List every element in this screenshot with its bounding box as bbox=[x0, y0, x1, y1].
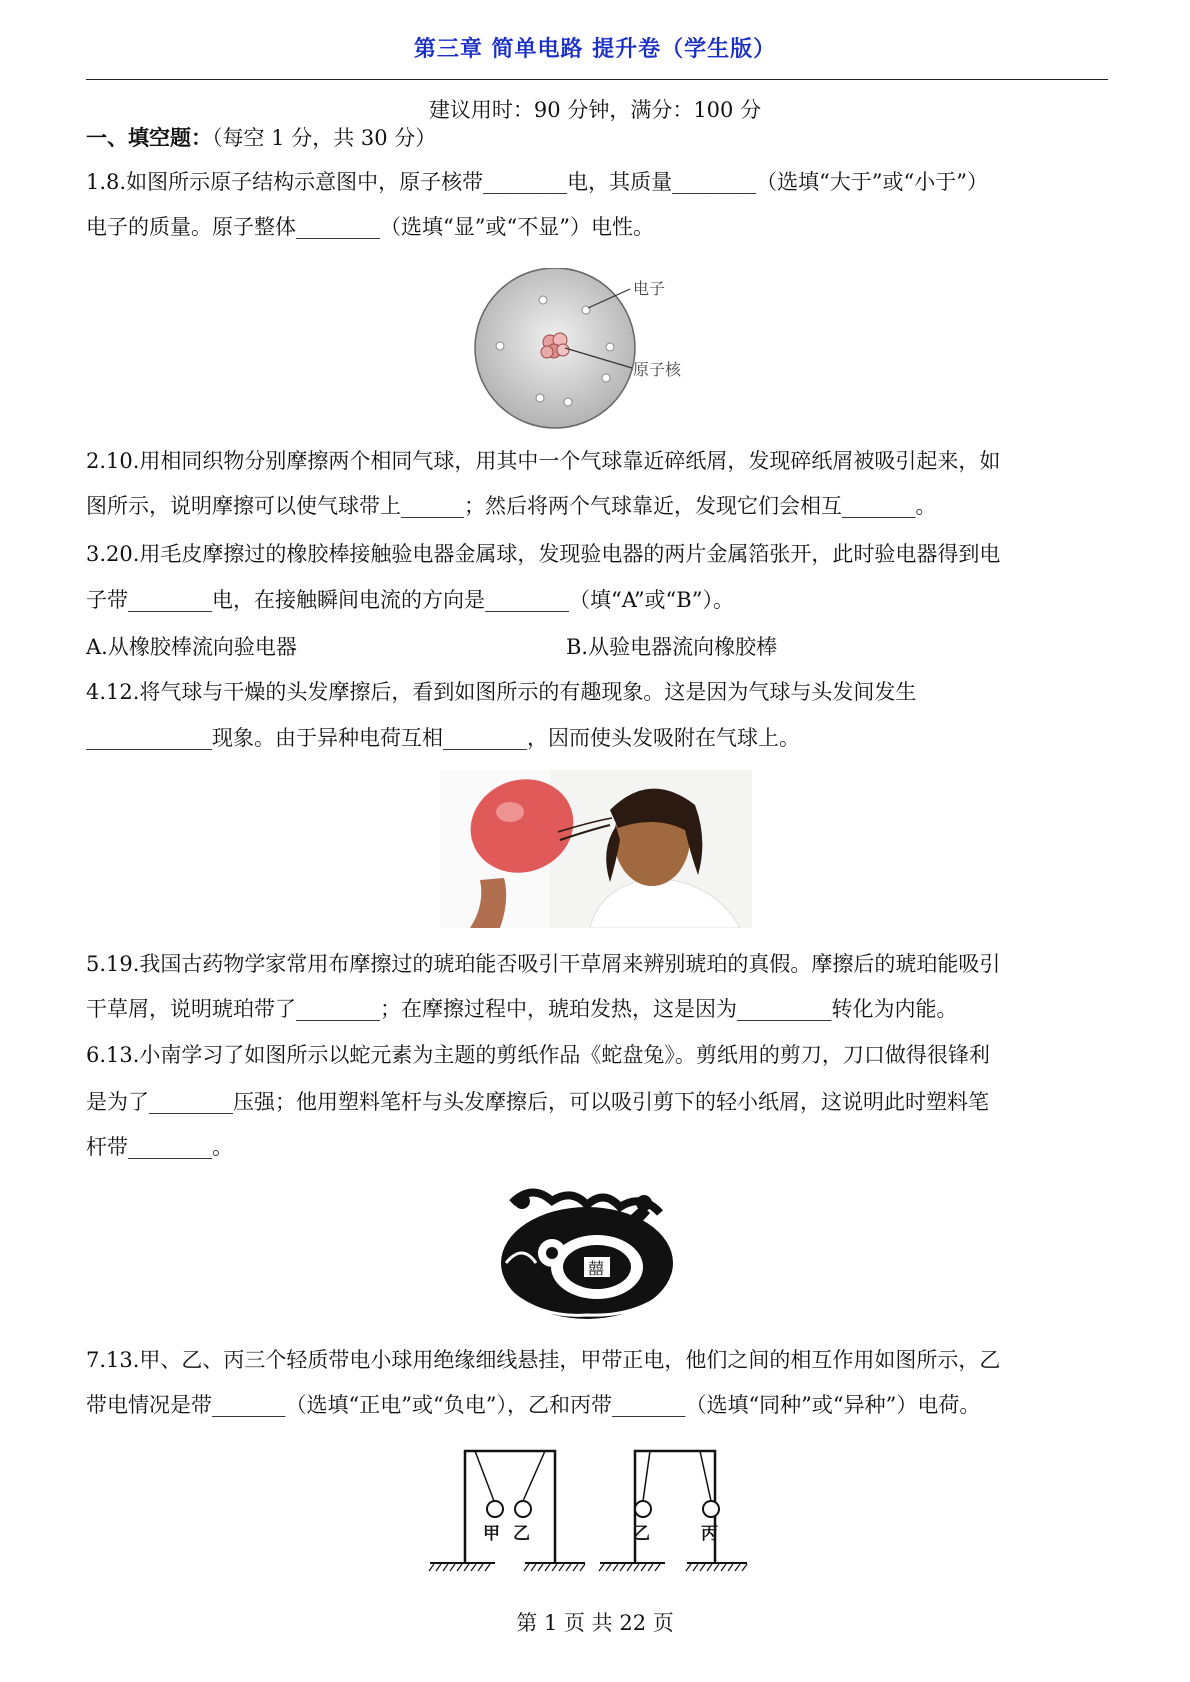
q6-line1: 6.13.小南学习了如图所示以蛇元素为主题的剪纸作品《蛇盘兔》。剪纸用的剪刀，刀口做得很锋利 bbox=[86, 1043, 990, 1067]
q6-line3: 杆带________。 bbox=[86, 1135, 233, 1159]
label-electron: 电子 bbox=[633, 279, 666, 298]
q1-line2: 电子的质量。原子整体________（选填“显”或“不显”）电性。 bbox=[86, 215, 654, 239]
section-heading bbox=[86, 123, 436, 153]
q6-line2: 是为了________压强；他用塑料笔杆与头发摩擦后，可以吸引剪下的轻小纸屑，这说明此时塑料笔 bbox=[86, 1090, 989, 1114]
q7-line2: 带电情况是带_______（选填“正电”或“负电”），乙和丙带_______（选填“同种”或“异种”）电荷。 bbox=[86, 1393, 981, 1417]
q3-line1: 3.20.用毛皮摩擦过的橡胶棒接触验电器金属球，发现验电器的两片金属箔张开，此时验电器得到电 bbox=[86, 542, 1001, 566]
title-divider bbox=[86, 79, 1108, 80]
exam-info: 建议用时：90 分钟，满分：100 分 bbox=[428, 98, 762, 122]
page-footer: 第 1 页 共 22 页 bbox=[516, 1611, 674, 1635]
q3-option-a: A.从橡胶棒流向验电器 bbox=[86, 635, 297, 659]
label-bing: 丙 bbox=[701, 1524, 718, 1544]
q5-line2: 干草屑，说明琥珀带了________；在摩擦过程中，琥珀发热，这是因为_________转化为内能。 bbox=[86, 997, 958, 1021]
q4-line2: ____________现象。由于异种电荷互相________，因而使头发吸附在气球上。 bbox=[86, 726, 800, 750]
label-yi-2: 乙 bbox=[633, 1524, 650, 1544]
label-yi: 乙 bbox=[513, 1524, 530, 1544]
page-title: 第三章 简单电路 提升卷（学生版） bbox=[413, 37, 777, 62]
q7-line1: 7.13.甲、乙、丙三个轻质带电小球用绝缘细线悬挂，甲带正电，他们之间的相互作用如图所示，乙 bbox=[86, 1348, 1001, 1372]
q2-line1: 2.10.用相同织物分别摩擦两个相同气球，用其中一个气球靠近碎纸屑，发现碎纸屑被吸引起来，如 bbox=[86, 449, 1001, 473]
balloon-hair-photo bbox=[440, 770, 752, 928]
section-title: 一、填空题： bbox=[86, 125, 212, 150]
label-jia: 甲 bbox=[483, 1524, 500, 1544]
nucleus bbox=[541, 333, 569, 358]
q3-option-b: B.从验电器流向橡胶棒 bbox=[566, 635, 778, 659]
q2-line2: 图所示，说明摩擦可以使气球带上______；然后将两个气球靠近，发现它们会相互_______。 bbox=[86, 494, 937, 518]
section-note: （每空 1 分，共 30 分） bbox=[212, 126, 437, 150]
q5-line1: 5.19.我国古药物学家常用布摩擦过的琥珀能否吸引干草屑来辨别琥珀的真假。摩擦后的琥珀能吸引 bbox=[86, 952, 1001, 976]
charged-balls-figure bbox=[425, 1443, 765, 1581]
svg-text:囍: 囍 bbox=[588, 1259, 605, 1278]
snake-rabbit-papercut bbox=[492, 1183, 682, 1323]
q1-line1: 1.8.如图所示原子结构示意图中，原子核带________电，其质量________（选填“大于”或“小于”） bbox=[86, 170, 989, 194]
q3-line2: 子带________电，在接触瞬间电流的方向是________（填“A”或“B”）。 bbox=[86, 588, 734, 612]
q4-line1: 4.12.将气球与干燥的头发摩擦后，看到如图所示的有趣现象。这是因为气球与头发间发生 bbox=[86, 680, 917, 704]
atom-structure-figure bbox=[470, 268, 730, 438]
label-nucleus: 原子核 bbox=[633, 360, 682, 379]
